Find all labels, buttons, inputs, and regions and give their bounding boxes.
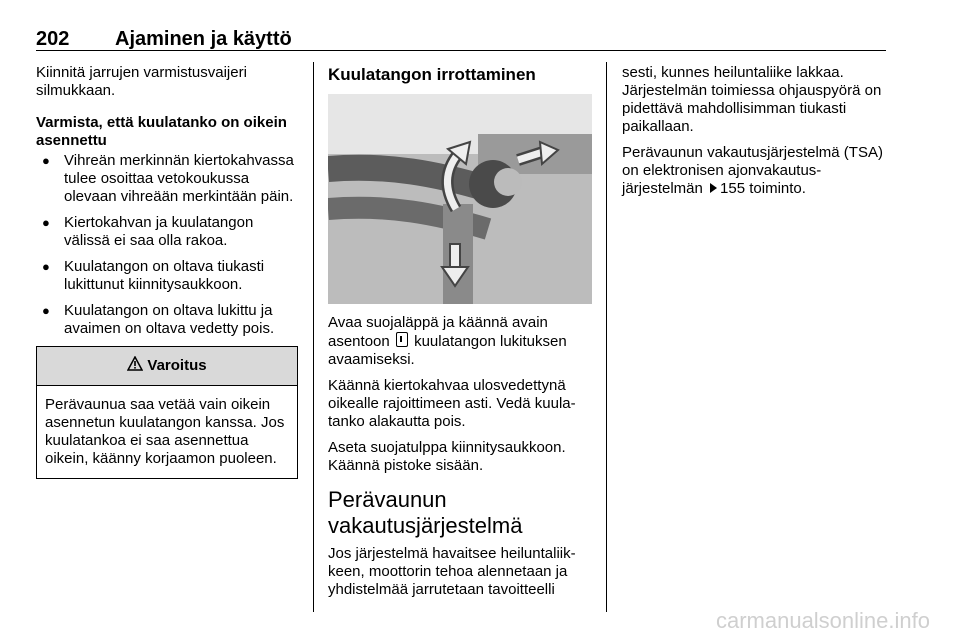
stability-paragraph-cont: sesti, kunnes heiluntaliike lakkaa. Järjestelmän toimiessa ohjauspyörä on pidettävä mahdollisimman tiukasti paikallaan. <box>622 64 882 135</box>
column-3 <box>622 64 886 206</box>
section-title: Ajaminen ja käyttö <box>115 28 292 50</box>
step-1: Avaa suojaläppä ja käännä avain asentoon kuulatangon lukituksen avaamiseksi. <box>328 314 567 368</box>
list-item: ● Kiertokahvan ja kuulatangon välissä ei saa olla rakoa. <box>36 214 298 250</box>
tsa-paragraph: Perävaunun vakautusjärjestelmä (TSA) on elektronisen ajonvakautusjärjestelmän 155 toiminto. <box>622 144 883 197</box>
intro-paragraph: Kiinnitä jarrujen varmistusvaijeri silmukkaan. <box>36 64 247 99</box>
page-number: 202 <box>36 28 70 50</box>
tow-bar-photo <box>328 94 592 304</box>
tow-bar-illustration <box>328 94 592 304</box>
list-item: ● Kuulatangon on oltava tiukasti lukittunut kiinnitysaukkoon. <box>36 258 298 294</box>
step-3: Aseta suojatulppa kiinnitysaukkoon. Käännä pistoke sisään. <box>328 439 566 474</box>
page-reference-arrow-icon <box>710 183 717 193</box>
page-reference-link[interactable]: 155 <box>720 180 746 197</box>
check-heading: Varmista, että kuulatanko on oikein asennettu <box>36 114 287 149</box>
stability-heading: Perävaunun vakautusjärjestelmä <box>328 487 523 538</box>
step-2: Käännä kiertokahvaa ulosvedettynä oikealle rajoittimeen asti. Vedä kuulatanko alakautta pois. <box>328 377 576 430</box>
removal-heading: Kuulatangon irrottaminen <box>328 65 536 84</box>
warning-triangle-icon <box>127 356 143 376</box>
list-item: ● Kuulatangon on oltava lukittu ja avaimen on oltava vedetty pois. <box>36 302 298 338</box>
watermark: carmanualsonline.info <box>715 608 930 633</box>
warning-box <box>36 346 298 479</box>
page-header <box>36 28 886 50</box>
column-divider-2 <box>606 62 607 612</box>
warning-text: Perävaunua saa vetää vain oikein asennetun kuulatangon kanssa. Jos kuulatankoa ei saa asennettua oikein, käänny korjaamon puoleen. <box>45 396 285 467</box>
warning-header <box>37 347 297 386</box>
check-list <box>36 152 298 338</box>
warning-title: Varoitus <box>147 357 207 374</box>
header-rule <box>36 50 886 51</box>
stability-paragraph: Jos järjestelmä havaitsee heiluntaliikkeen, moottorin tehoa alennetaan ja yhdistelmää jarrutetaan tavoitteelli <box>328 545 576 598</box>
column-2 <box>328 64 592 607</box>
column-1 <box>36 64 298 479</box>
list-item: ● Vihreän merkinnän kiertokahvassa tulee osoittaa vetokoukussa olevaan vihreään merkintään päin. <box>36 152 298 206</box>
unlocked-key-icon <box>396 332 408 347</box>
column-divider-1 <box>313 62 314 612</box>
